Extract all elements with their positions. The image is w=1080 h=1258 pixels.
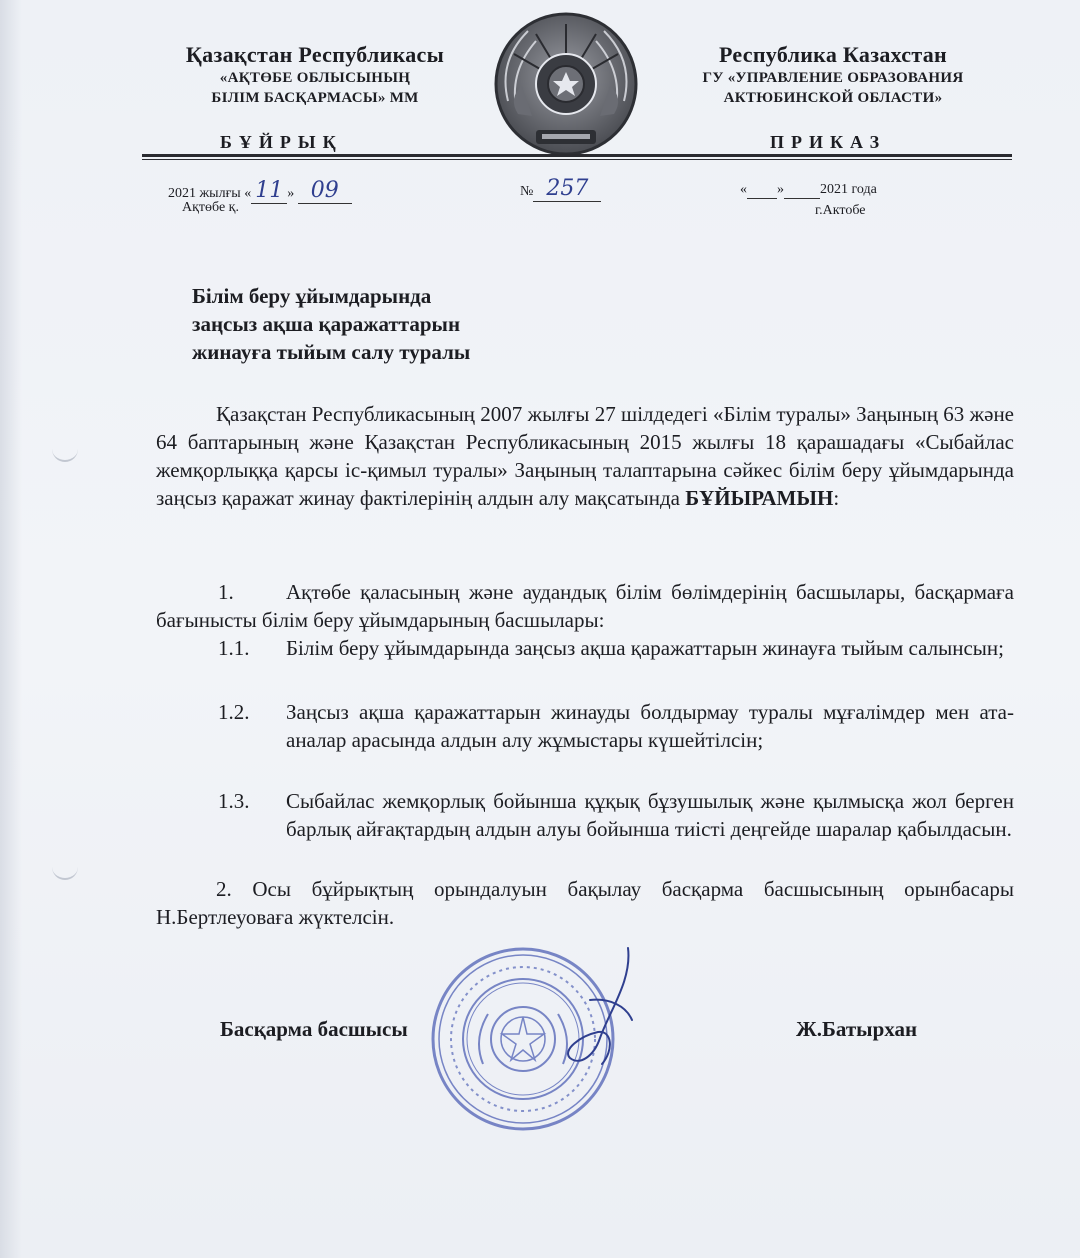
header-left-country: Қазақстан Республикасы bbox=[185, 42, 445, 67]
item-1-1 bbox=[156, 634, 1014, 662]
date-year-prefix: 2021 жылғы « bbox=[168, 186, 252, 201]
item-1-number: 1. bbox=[218, 580, 234, 604]
item-2: 2. Осы бұйрықтың орындалуын бақылау басқарма басшысының орынбасары Н.Бертлеуоваға жүктелсін. bbox=[156, 877, 1014, 929]
order-number-prefix: № bbox=[520, 184, 534, 199]
order-number: 257 bbox=[533, 176, 601, 202]
item-1-text: Ақтөбе қаласының және аудандық білім бөлімдерінің басшылары, басқармаға бағынысты білім беру ұйымдарының басшылары: bbox=[156, 580, 1014, 632]
preamble-text: Қазақстан Республикасының 2007 жылғы 27 шілдедегі «Білім туралы» Заңының 63 және 64 баптарының және Қазақстан Республикасының 2015 жылғы 18 қарашадағы «Сыбайлас жемқорлыққа қарсы іс-қимыл туралы» Заңының талаптарына сәйкес білім беру ұйымдарында заңсыз қаражат жинау фактілерінің алдын алу мақсатында bbox=[156, 402, 1014, 510]
handwritten-signature-icon bbox=[540, 940, 650, 1080]
signature-name: Ж.Батырхан bbox=[796, 1017, 918, 1041]
header-right-org-line1: ГУ «УПРАВЛЕНИЕ ОБРАЗОВАНИЯ bbox=[702, 70, 964, 86]
date-month: 09 bbox=[298, 178, 352, 204]
header-left-org-line1: «АҚТӨБЕ ОБЛЫСЫНЫҢ bbox=[219, 70, 411, 86]
preamble-command: БҰЙЫРАМЫН bbox=[685, 486, 834, 510]
city-ru: г.Актобе bbox=[815, 203, 866, 218]
order-title-line1: Білім беру ұйымдарында bbox=[192, 284, 432, 308]
signature-position: Басқарма басшысы bbox=[220, 1017, 408, 1041]
header-left-org-line2: БІЛІМ БАСҚАРМАСЫ» ММ bbox=[211, 90, 419, 106]
preamble-paragraph bbox=[156, 400, 1014, 512]
header-divider-thin bbox=[142, 159, 1012, 160]
item-1-3-number: 1.3. bbox=[218, 789, 250, 813]
punch-hole-mark bbox=[52, 862, 78, 880]
item-1-3-text: Сыбайлас жемқорлық бойынша құқық бұзушылық және қылмысқа жол берген барлық айғақтардың алдын алуы бойынша тиісті деңгейде шаралар қабылдасын. bbox=[286, 789, 1014, 841]
item-1 bbox=[156, 578, 1014, 634]
date-day: 11 bbox=[251, 178, 287, 204]
page-shadow-edge bbox=[0, 0, 22, 1258]
order-title-line2: заңсыз ақша қаражаттарын bbox=[192, 312, 461, 336]
punch-hole-mark bbox=[52, 444, 78, 462]
header-right bbox=[668, 42, 998, 108]
date-ru-quote-open: « bbox=[740, 182, 747, 197]
date-ru-year: 2021 года bbox=[820, 182, 877, 197]
item-1-1-number: 1.1. bbox=[218, 636, 250, 660]
preamble-colon: : bbox=[833, 486, 840, 510]
header-left bbox=[160, 42, 470, 108]
order-number-line bbox=[520, 176, 601, 202]
date-ru-quote-close: » bbox=[777, 182, 784, 197]
header-divider bbox=[142, 154, 1012, 157]
header-right-org-line2: АКТЮБИНСКОЙ ОБЛАСТИ» bbox=[723, 90, 943, 106]
date-line-ru bbox=[740, 182, 877, 199]
item-1-2-text: Заңсыз ақша қаражаттарын жинауды болдырмау туралы мұғалімдер мен ата-аналар арасында алдын алу жұмыстары күшейтілсін; bbox=[286, 700, 1014, 752]
item-1-2-number: 1.2. bbox=[218, 700, 250, 724]
doc-type-ru: ПРИКАЗ bbox=[770, 132, 887, 152]
header-right-country: Республика Казахстан bbox=[718, 42, 948, 67]
item-1-2 bbox=[156, 698, 1014, 754]
order-title bbox=[192, 282, 470, 366]
city-kz: Ақтөбе қ. bbox=[182, 200, 239, 215]
state-emblem-icon bbox=[478, 6, 654, 166]
doc-type-kz: БҰЙРЫҚ bbox=[220, 132, 343, 152]
item-1-3 bbox=[156, 787, 1014, 843]
item-1-1-text: Білім беру ұйымдарында заңсыз ақша қаражаттарын жинауға тыйым салынсын; bbox=[286, 636, 1004, 660]
order-title-line3: жинауға тыйым салу туралы bbox=[192, 340, 471, 364]
date-quote: » bbox=[287, 186, 295, 201]
